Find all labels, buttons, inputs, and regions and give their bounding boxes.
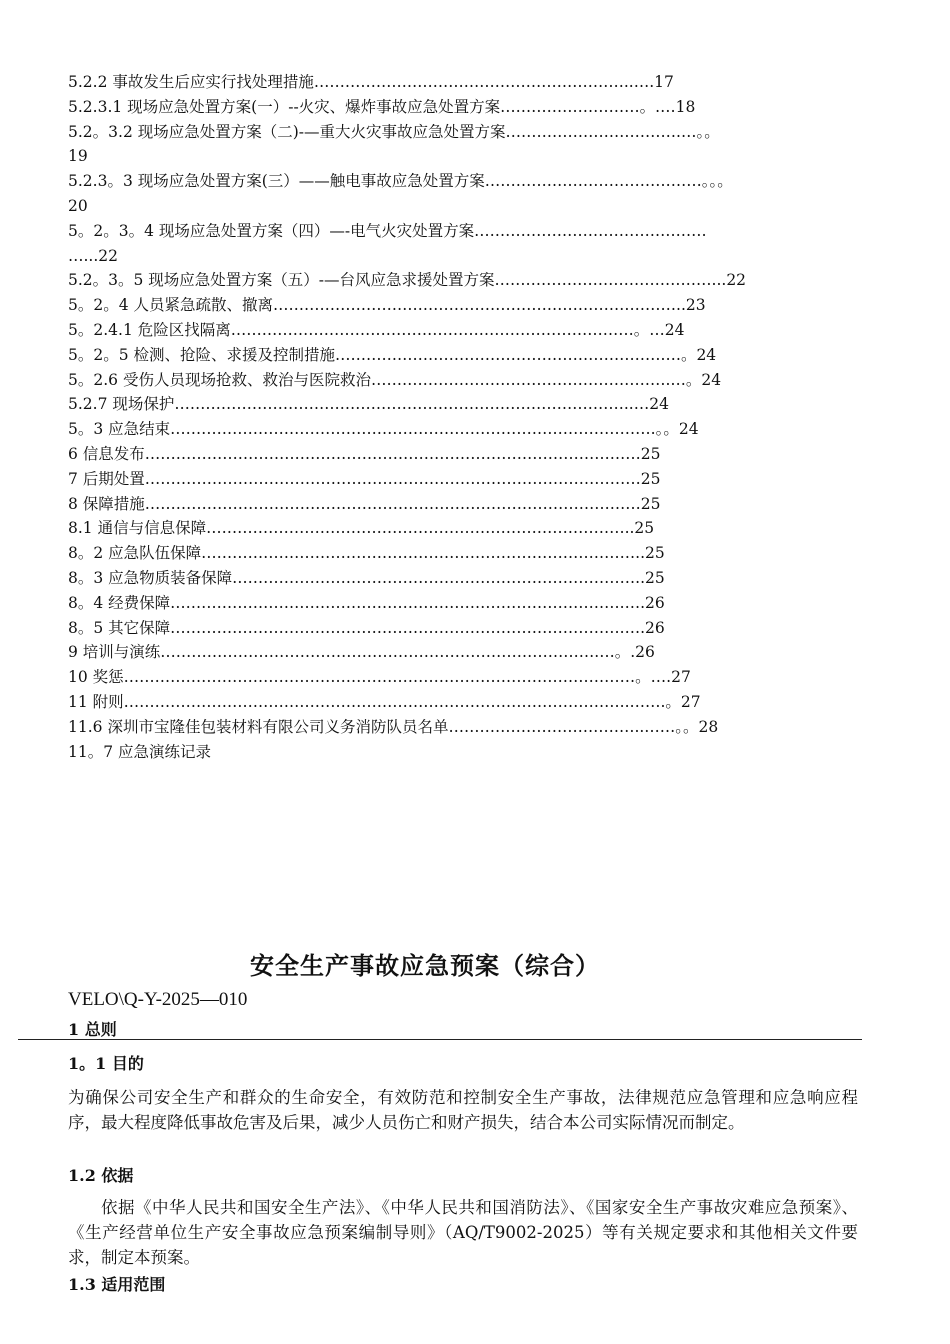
toc-line[interactable]: 5.2。3.2 现场应急处置方案（二)-—重大火灾事故应急处置方案…………………………….…。。 [68, 122, 720, 141]
toc-line[interactable]: 5。2。3。4 现场应急处置方案（四）—-电气火灾处置方案……………………………………… [68, 221, 707, 240]
toc-line[interactable]: 10 奖惩………………………………………………………………………………………。….27 [68, 668, 691, 687]
document-number: VELO\Q-Y-2025—010 [68, 989, 248, 1010]
toc-line[interactable]: 5.2.2 事故发生后应实行找处理措施……………………………………………………..….17 [68, 73, 674, 91]
toc-line[interactable]: …...22 [68, 246, 119, 265]
toc-line[interactable]: 8。5 其它保障…………………………………………………………………………….….26 [68, 618, 665, 637]
toc-line[interactable]: 5。3 应急结束………………………………………………………………………………….。。24 [68, 420, 699, 439]
toc-line[interactable]: 11.6 深圳市宝隆佳包装材料有限公司义务消防队员名单………………………………..……。。28 [68, 717, 719, 736]
toc-line[interactable]: 5.2.3。3 现场应急处置方案(三）——触电事故应急处置方案……………………………………。。。 [68, 172, 733, 191]
toc-line[interactable]: 8。2 应急队伍保障…………………………………………………………………………..25 [68, 544, 665, 563]
paragraph-purpose: 为确保公司安全生产和群众的生命安全，有效防范和控制安全生产事故，法律规范应急管理和应急响应程序，最大程度降低事故危害及后果，减少人员伤亡和财产损失，结合本公司实际情况而制定。 [68, 1088, 858, 1132]
table-of-contents [68, 70, 868, 764]
document-title: 安全生产事故应急预案（综合） [250, 951, 600, 980]
toc-line[interactable]: 19 [68, 147, 88, 166]
section-heading-purpose: 1。1 目的 [68, 1054, 144, 1073]
toc-line[interactable]: 20 [68, 196, 88, 215]
toc-line[interactable]: 8.1 通信与信息保障………………………………………………………………………..25 [68, 519, 655, 538]
toc-line[interactable]: 8。3 应急物质装备保障……………………………………………………………………..25 [68, 568, 665, 587]
toc-line[interactable]: 8 保障措施……………………………………………………………………………………25 [68, 494, 661, 513]
toc-line[interactable]: 11。7 应急演练记录 [68, 742, 212, 761]
toc-line[interactable]: 9 培训与演练………………………………………………………………………….…。.26 [68, 643, 655, 662]
toc-line[interactable]: 11 附则……………………………………………………………………………………..…….。27 [68, 692, 701, 711]
toc-line[interactable]: 5.2。3。5 现场应急处置方案（五）-—台风应急求援处置方案……………………………………...22 [68, 271, 747, 290]
toc-line[interactable]: 8。4 经费保障…………………………………………………………………………….….26 [68, 593, 665, 612]
toc-line[interactable]: 6 信息发布……………………………………………………………………………………25 [68, 444, 661, 463]
toc-line[interactable]: 7 后期处置……………………………………………………………………………………25 [68, 469, 661, 488]
toc-line[interactable]: 5。2.6 受伤人员现场抢救、救治与医院救治………………………………………………….…。24 [68, 370, 722, 389]
toc-line[interactable]: 5。2。4 人员紧急疏散、撤离……………………………………………………………………..23 [68, 296, 706, 315]
chapter-heading: 1 总则 [68, 1020, 117, 1039]
section-heading-basis: 1.2 依据 [68, 1166, 134, 1185]
toc-line[interactable]: 5.2.3.1 现场应急处置方案(一）--火灾、爆炸事故应急处置方案………………………。.…18 [68, 97, 696, 116]
toc-line[interactable]: 5。2.4.1 危险区找隔离……………………………………………………………………。…24 [68, 320, 685, 339]
toc-line[interactable]: 5.2.7 现场保护……………………………………………………………………………..…24 [68, 395, 669, 414]
section-heading-scope: 1.3 适用范围 [68, 1275, 166, 1294]
toc-line[interactable]: 5。2。5 检测、抢险、求援及控制措施……………………………………………………….…。24 [68, 345, 717, 364]
paragraph-basis: 依据《中华人民共和国安全生产法》、《中华人民共和国消防法》、《国家安全生产事故灾难应急预案》、《生产经营单位生产安全事故应急预案编制导则》（AQ/T9002-2025）等有关规定要求和其他相关文件要求，制定本预案。 [68, 1198, 858, 1267]
heading-rule [18, 1039, 862, 1040]
